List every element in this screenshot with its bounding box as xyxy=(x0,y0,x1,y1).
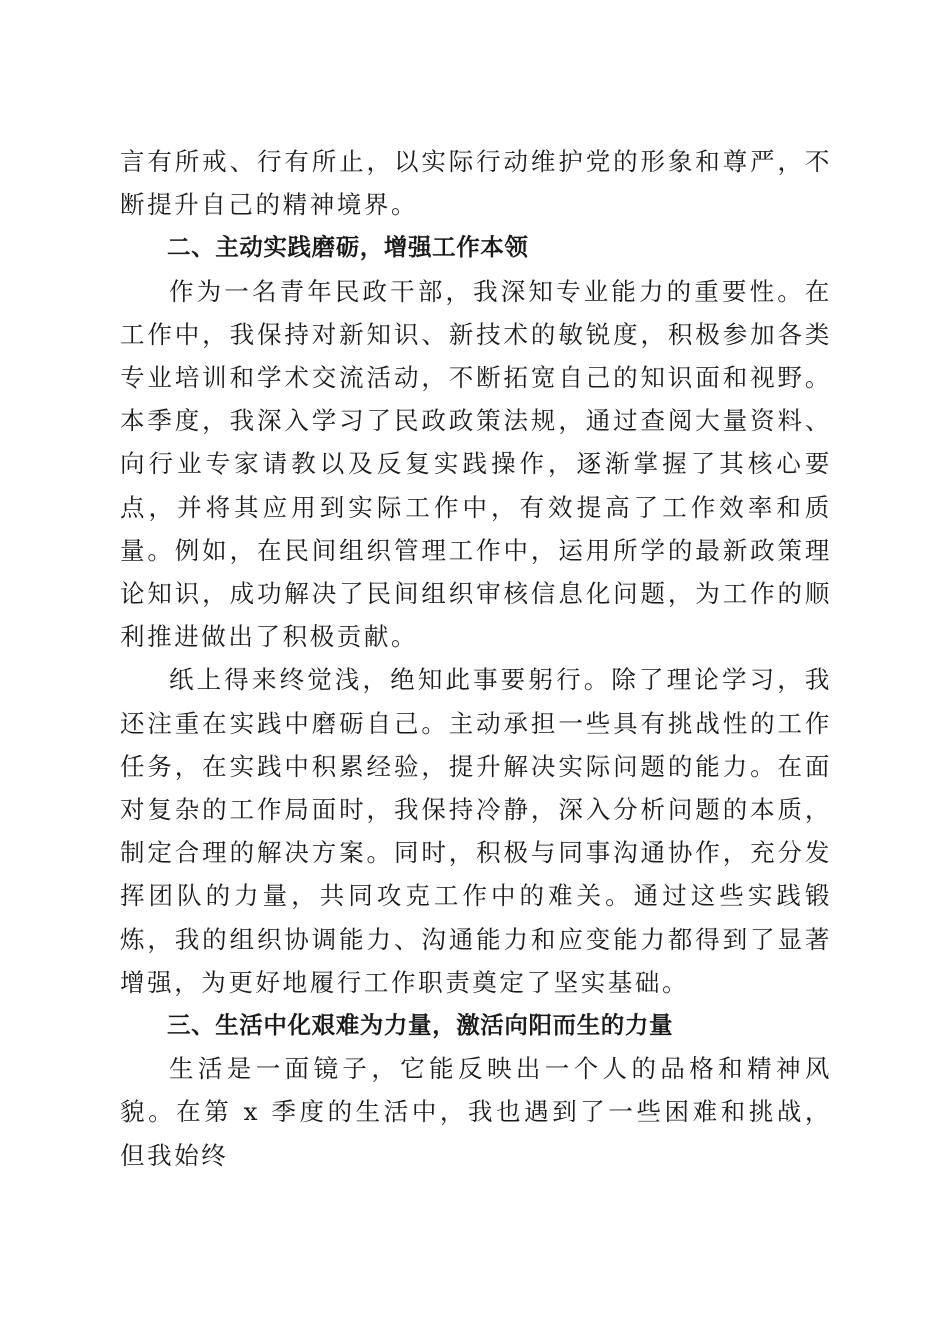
section-heading-3: 三、生活中化艰难为力量，激活向阳而生的力量 xyxy=(167,1011,674,1040)
paragraph-continuation: 言有所戒、行有所止，以实际行动维护党的形象和尊严，不断提升自己的精神境界。 xyxy=(120,147,832,220)
paragraph-practice: 纸上得来终觉浅，绝知此事要躬行。除了理论学习，我还注重在实践中磨砺自己。主动承担一些具有挑战性的工作任务，在实践中积累经验，提升解决实际问题的能力。在面对复杂的工作局面时，我保持冷静，深入分析问题的本质，制定合理的解决方案。同时，积极与同事沟通协作，充分发挥团队的力量，共同攻克工作中的难关。通过这些实践锻炼，我的组织协调能力、沟通能力和应变能力都得到了显著增强，为更好地履行工作职责奠定了坚实基础。 xyxy=(120,665,832,997)
section-heading-2: 二、主动实践磨砺，增强工作本领 xyxy=(167,233,529,262)
document-page xyxy=(120,140,832,1177)
paragraph-life: 生活是一面镜子，它能反映出一个人的品格和精神风貌。在第 x 季度的生活中，我也遇到了一些困难和挑战，但我始终 xyxy=(120,1054,832,1170)
paragraph-professional-ability: 作为一名青年民政干部，我深知专业能力的重要性。在工作中，我保持对新知识、新技术的敏锐度，积极参加各类专业培训和学术交流活动，不断拓宽自己的知识面和视野。本季度，我深入学习了民政政策法规，通过查阅大量资料、向行业专家请教以及反复实践操作，逐渐掌握了其核心要点，并将其应用到实际工作中，有效提高了工作效率和质量。例如，在民间组织管理工作中，运用所学的最新政策理论知识，成功解决了民间组织审核信息化问题，为工作的顺利推进做出了积极贡献。 xyxy=(120,276,832,652)
